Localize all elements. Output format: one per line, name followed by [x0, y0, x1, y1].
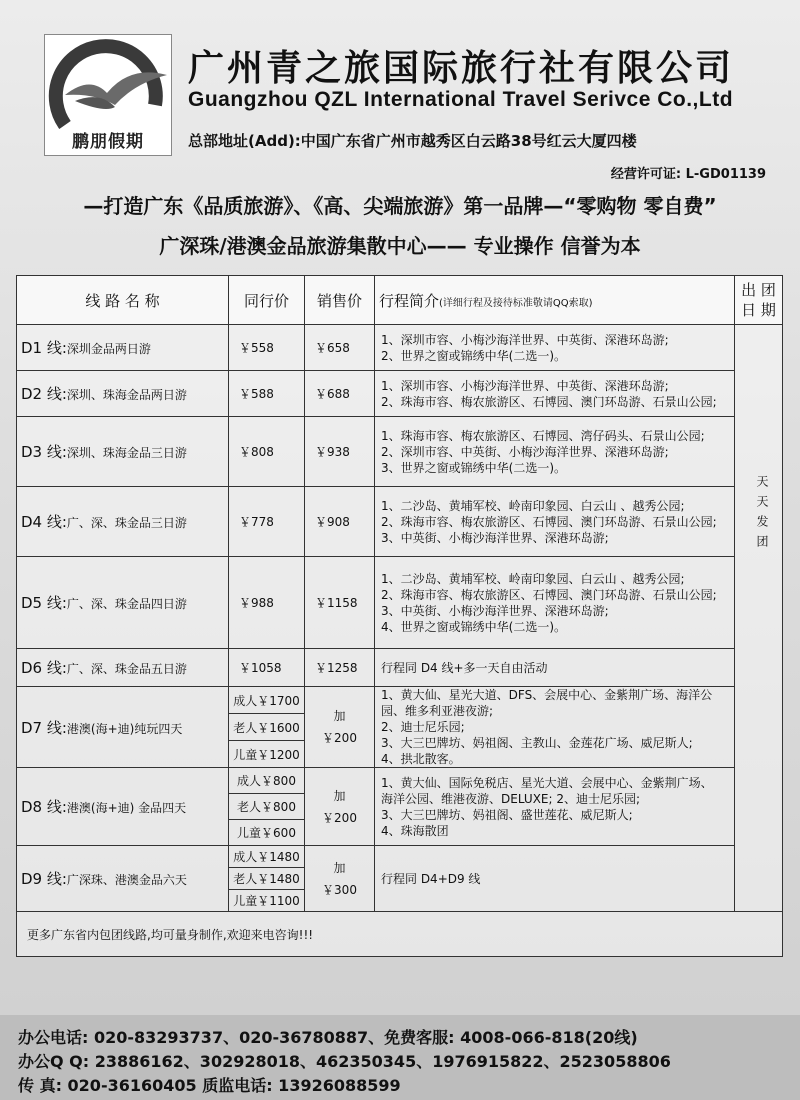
- bird-logo-icon: [45, 35, 171, 135]
- route-brief: [375, 557, 735, 649]
- route-code: D4 线:: [21, 513, 67, 531]
- route-row: [17, 371, 783, 417]
- route-title: 深圳、珠海金品两日游: [66, 388, 187, 402]
- tier-price: 儿童￥1200: [229, 741, 305, 768]
- brief-item: 1、珠海市容、梅农旅游区、石博园、湾仔码头、石景山公园;: [381, 428, 705, 443]
- route-title: 港澳(海+迪) 金品四天: [66, 801, 187, 815]
- route-brief: [375, 687, 735, 768]
- brief-item: 3、大三巴牌坊、妈祖阁、盛世莲花、威尼斯人;: [381, 807, 633, 822]
- brief-item: 1、深圳市容、小梅沙海洋世界、中英街、深港环岛游;: [381, 378, 669, 393]
- route-name: [17, 487, 229, 557]
- contact-footer: [0, 1015, 800, 1100]
- route-row: [17, 557, 783, 649]
- company-name-en: Guangzhou QZL International Travel Serivce Co.,Ltd: [188, 88, 734, 111]
- peer-price: ￥588: [229, 371, 305, 417]
- peer-price: ￥778: [229, 487, 305, 557]
- tier-price: 老人￥1600: [229, 714, 305, 741]
- route-name: [17, 846, 229, 912]
- route-title: 广、深、珠金品三日游: [66, 516, 187, 530]
- table-header-row: [17, 276, 783, 325]
- slogan-line-1: —打造广东《品质旅游》、《高、尖端旅游》第一品牌—“零购物 零自费”: [83, 194, 717, 218]
- route-code: D1 线:: [21, 339, 67, 357]
- route-code: D7 线:: [21, 718, 67, 737]
- peer-price: ￥988: [229, 557, 305, 649]
- office-qq: 办公Q Q: 23886162、302928018、462350345、1976915822、2523058806: [18, 1052, 671, 1071]
- sale-price: ￥1258: [305, 649, 375, 687]
- route-row: [17, 417, 783, 487]
- company-name-cn: 广州青之旅国际旅行社有限公司: [188, 48, 735, 89]
- route-title: 广、深、珠金品四日游: [66, 597, 187, 611]
- route-brief: [375, 768, 735, 846]
- header-brief: 行程简介(详细行程及接待标准敬请QQ索取): [375, 276, 735, 325]
- route-title: 港澳(海+迪)纯玩四天: [66, 721, 183, 736]
- route-code: D5 线:: [21, 594, 67, 612]
- header-peer-price: 同行价: [229, 276, 305, 325]
- route-name: [17, 687, 229, 768]
- route-name: [17, 417, 229, 487]
- brief-item: 1、二沙岛、黄埔军校、岭南印象园、白云山 、越秀公园;: [381, 498, 685, 513]
- fax-phone: 传 真: 020-36160405 质监电话: 13926088599: [18, 1076, 401, 1095]
- route-row: [17, 325, 783, 371]
- route-name: [17, 768, 229, 846]
- brief-item: 2、珠海市容、梅农旅游区、石博园、澳门环岛游、石景山公园;: [381, 587, 717, 602]
- route-title: 深圳金品两日游: [66, 342, 151, 356]
- brief-item: 海洋公园、维港夜游、DELUXE; 2、迪士尼乐园;: [381, 791, 641, 806]
- tier-row: [17, 768, 783, 794]
- license-number: 经营许可证: L-GD01139: [610, 167, 766, 182]
- addon-price: 加 ￥200: [305, 687, 375, 768]
- tier-price: 老人￥1480: [229, 868, 305, 890]
- route-code: D3 线:: [21, 443, 67, 461]
- route-row: [17, 487, 783, 557]
- peer-price: ￥1058: [229, 649, 305, 687]
- sale-price: ￥658: [305, 325, 375, 371]
- peer-price: ￥558: [229, 325, 305, 371]
- route-name: [17, 649, 229, 687]
- route-code: D2 线:: [21, 385, 67, 403]
- header-date: 出 团 日 期: [735, 276, 783, 325]
- brief-item: 3、大三巴牌坊、妈祖阁、主教山、金莲花广场、威尼斯人;: [381, 736, 693, 750]
- company-logo: [44, 34, 172, 156]
- tier-price: 老人￥800: [229, 794, 305, 820]
- routes-table: [16, 275, 783, 957]
- route-name: [17, 371, 229, 417]
- sale-price: ￥938: [305, 417, 375, 487]
- route-row: [17, 649, 783, 687]
- route-code: D9 线:: [21, 870, 67, 888]
- brief-item: 2、世界之窗或锦绣中华(二选一)。: [381, 348, 566, 363]
- brief-item: 1、二沙岛、黄埔军校、岭南印象园、白云山 、越秀公园;: [381, 571, 685, 586]
- route-brief: 行程同 D4+D9 线: [375, 846, 735, 912]
- brief-item: 3、世界之窗或锦绣中华(二选一)。: [381, 460, 566, 475]
- tier-price: 儿童￥1100: [229, 890, 305, 912]
- slogan-line-2: 广深珠/港澳金品旅游集散中心—— 专业操作 信誉为本: [159, 234, 641, 258]
- tier-price: 儿童￥600: [229, 820, 305, 846]
- more-info-row: [17, 912, 783, 957]
- header-route: 线 路 名 称: [17, 276, 229, 325]
- route-code: D6 线:: [21, 659, 67, 677]
- logo-text: 鹏朋假期: [72, 132, 144, 152]
- sale-price: ￥688: [305, 371, 375, 417]
- tier-row: [17, 846, 783, 868]
- route-title: 广深珠、港澳金品六天: [66, 873, 187, 887]
- tier-price: 成人￥800: [229, 768, 305, 794]
- tier-price: 成人￥1700: [229, 687, 305, 714]
- more-info-text: 更多广东省内包团线路,均可量身制作,欢迎来电咨询!!!: [17, 912, 783, 957]
- route-code: D8 线:: [21, 798, 67, 816]
- route-name: [17, 557, 229, 649]
- tier-row: [17, 687, 783, 714]
- sale-price: ￥1158: [305, 557, 375, 649]
- brief-item: 2、深圳市容、中英街、小梅沙海洋世界、深港环岛游;: [381, 444, 669, 459]
- addon-price: 加 ￥200: [305, 768, 375, 846]
- sale-price: ￥908: [305, 487, 375, 557]
- route-brief: 行程同 D4 线+多一天自由活动: [375, 649, 735, 687]
- departure-daily: [735, 325, 783, 912]
- route-brief: [375, 325, 735, 371]
- brief-item: 4、珠海散团: [381, 823, 449, 838]
- brief-item: 3、中英街、小梅沙海洋世界、深港环岛游;: [381, 603, 609, 618]
- route-brief: [375, 417, 735, 487]
- brief-item: 3、中英街、小梅沙海洋世界、深港环岛游;: [381, 530, 609, 545]
- brief-item: 2、珠海市容、梅农旅游区、石博园、澳门环岛游、石景山公园;: [381, 394, 717, 409]
- brief-item: 1、黄大仙、国际免税店、星光大道、会展中心、金紫荆广场、: [381, 775, 713, 790]
- header-sale-price: 销售价: [305, 276, 375, 325]
- brief-item: 2、珠海市容、梅农旅游区、石博园、澳门环岛游、石景山公园;: [381, 514, 717, 529]
- addon-price: 加 ￥300: [305, 846, 375, 912]
- route-title: 广、深、珠金品五日游: [66, 662, 187, 676]
- tier-price: 成人￥1480: [229, 846, 305, 868]
- route-name: [17, 325, 229, 371]
- office-phone: 办公电话: 020-83293737、020-36780887、免费客服: 4008-066-818(20线): [18, 1028, 638, 1047]
- company-address: 总部地址(Add):中国广东省广州市越秀区白云路38号红云大厦四楼: [188, 132, 637, 150]
- route-brief: [375, 487, 735, 557]
- brief-item: 1、深圳市容、小梅沙海洋世界、中英街、深港环岛游;: [381, 332, 669, 347]
- brief-item: 2、迪士尼乐园;: [381, 720, 465, 734]
- route-title: 深圳、珠海金品三日游: [66, 446, 187, 460]
- brief-item: 1、黄大仙、星光大道、DFS、会展中心、金紫荆广场、海洋公园、维多利亚港夜游;: [381, 688, 713, 718]
- brief-item: 4、世界之窗或锦绣中华(二选一)。: [381, 619, 566, 634]
- peer-price: ￥808: [229, 417, 305, 487]
- route-brief: [375, 371, 735, 417]
- daily-label: 天天发团: [755, 475, 769, 555]
- brief-item: 4、拱北散客。: [381, 752, 461, 766]
